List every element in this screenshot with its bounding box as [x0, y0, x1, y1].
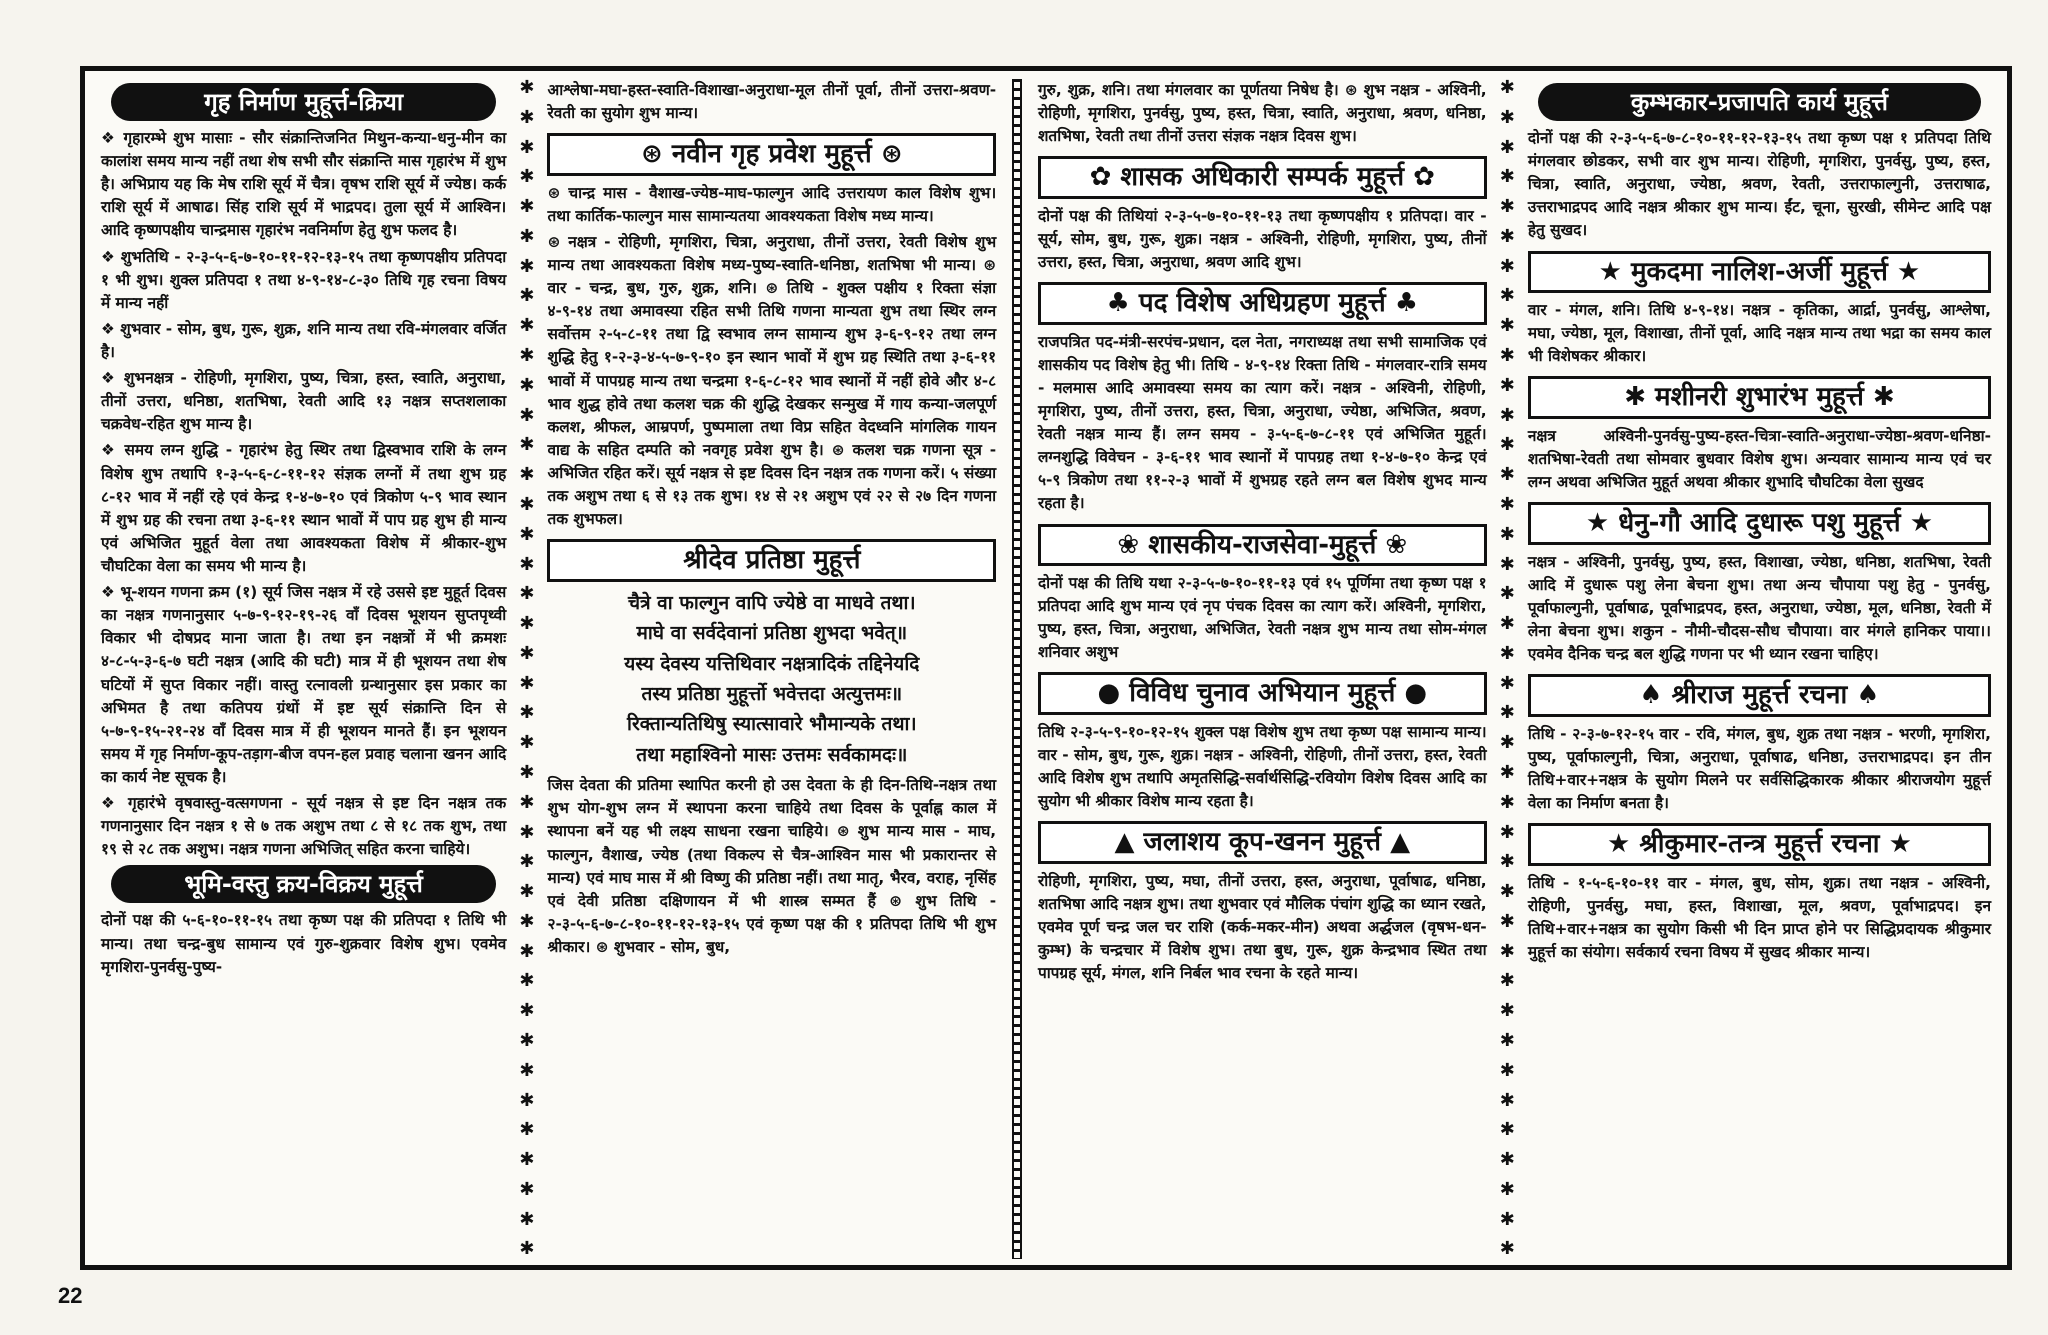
- para-chunav: तिथि २-३-५-९-१०-१२-१५ शुक्ल पक्ष विशेष शुभ तथा कृष्ण पक्ष सामान्य मान्य। वार - सोम, बुध, गुरू, शुक्र। नक्षत्र - अश्विनी, रोहिणी, तीनों उत्तरा, हस्त, रेवती आदि विशेष शुभ तथापि अमृतसिद्धि-सर्वार्थसिद्धि-रवियोग विशेष दिवस आदि का सुयोग भी श्रीकार विशेष मान्य रहता है।: [1037, 722, 1487, 811]
- para-pratishtha: जिस देवता की प्रतिमा स्थापित करनी हो उस देवता के ही दिन-तिथि-नक्षत्र तथा शुभ योग-शुभ लग्न में स्थापना करना चाहिये तथा दिवस के पूर्वाह्न काल में स्थापना बनें यह भी लक्ष्य साधना रखना चाहिये। ⊛ शुभ मान्य मास - माघ, फाल्गुन, वैशाख, ज्येष्ठ (तथा विकल्प से चैत्र-आश्विन मास भी प्रकारान्तर से मान्य) एवं माघ मास में श्री विष्णु की प्रतिष्ठा नहीं। तथा मातृ, भैरव, वराह, नृसिंह एवं देवी प्रतिष्ठा दक्षिणायन में भी शास्त्र सम्मत हैं ⊛ शुभ तिथि - २-३-५-६-७-८-१०-११-१२-१३-१५ एवं कृष्ण पक्ष की १ प्रतिपदा तिथि भी शुभ श्रीकार। ⊛ शुभवार - सोम, बुध,: [547, 776, 997, 956]
- para-dhenu: नक्षत्र - अश्विनी, पुनर्वसु, पुष्य, हस्त, विशाखा, ज्येष्ठा, धनिष्ठा, शतभिषा, रेवती आदि में दुधारू पशु लेना बेचना शुभ। तथा अन्य चौपाया पशु हेतु - पुनर्वसु, पूर्वाफाल्गुनी, पूर्वाषाढ, पूर्वाभाद्रपद, हस्त, अनुराधा, ज्येष्ठा, मूल, धनिष्ठा, रेवती में लेना बेचना शुभ। शकुन - नौमी-चौदस-सौध चौपाया। वार मंगले हानिकर पाया।। एवमेव दैनिक चन्द्र बल शुद्धि गणना पर भी ध्यान रखना चाहिए।: [1527, 552, 1992, 664]
- heading-griha-pravesh: ⊛ नवीन गृह प्रवेश मुहूर्त्त ⊛: [547, 133, 996, 176]
- para-griharambh-maas: ❖ गृहारम्भे शुभ मासाः - सौर संक्रान्तिजनित मिथुन-कन्या-धनु-मीन का कालांश समय मान्य नहीं तथा शेष सभी सौर संक्रान्ति मास गृहारंभ में शुभ है। अभिप्राय यह कि मेष राशि सूर्य में चैत्र। वृषभ राशि सूर्य में ज्येष्ठ। कर्क राशि सूर्य में आषाढ। सिंह राशि सूर्य में भाद्रपद। तुला सूर्य में आश्विन। आदि कृष्णपक्षीय चान्द्रमास गृहारंभ नवनिर्माण हेतु शुभ फलद है।: [101, 129, 507, 240]
- heading-rajseva: ❀ शासकीय-राजसेवा-मुहूर्त्त ❀: [1038, 524, 1487, 567]
- heading-shrikumar: ★ श्रीकुमार-तन्त्र मुहूर्त्त रचना ★: [1528, 823, 1991, 866]
- para-shubh-nakshatra: ❖ शुभनक्षत्र - रोहिणी, मृगशिरा, पुष्य, चित्रा, हस्त, स्वाति, अनुराधा, तीनों उत्तरा, धनिष्ठा, शतभिषा, रेवती आदि १३ नक्षत्र सप्तशलाका चक्रवेध-रहित शुभ मान्य है।: [101, 369, 507, 434]
- column-separator-stars: ✱ ✱ ✱ ✱ ✱ ✱ ✱ ✱ ✱ ✱ ✱ ✱ ✱ ✱ ✱ ✱ ✱ ✱ ✱ ✱ ✱ ✱ ✱ ✱ ✱ ✱ ✱ ✱ ✱ ✱ ✱ ✱ ✱ ✱ ✱ ✱ ✱ ✱ ✱ ✱: [1499, 79, 1515, 1259]
- para-pravesh-nakshatra: ⊛ नक्षत्र - रोहिणी, मृगशिरा, चित्रा, अनुराधा, तीनों उत्तरा, रेवती विशेष शुभ मान्य तथा आवश्यकता विशेष मध्य-पुष्य-स्वाति-धनिष्ठा, शतभिषा भी मान्य। ⊛ वार - चन्द्र, बुध, गुरु, शुक्र, शनि। ⊛ तिथि - शुक्ल पक्षीय १ रिक्ता संज्ञा ४-९-१४ तथा अमावस्या रहित सभी तिथि गणना मान्यता शुभ तथा स्थिर लग्न सर्वोत्तम २-५-८-११ तथा द्वि स्वभाव लग्न सामान्य शुभ ३-६-९-१२ तथा लग्न शुद्धि हेतु १-२-३-४-५-७-९-१० इन स्थान भावों में शुभ ग्रह स्थिति तथा ३-६-११ भावों में पापग्रह मान्य तथा चन्द्रमा १-६-८-१२ भाव स्थानों में नहीं होवे और ४-८ भाव शुद्ध होवे तथा कलश चक्र की शुद्धि देखकर सन्मुख में गाय कन्या-जलपूर्ण कलश, श्रीफल, आम्रपर्ण, पुष्पमाला तथा विप्र सहित वेदध्वनि मांगलिक गायन वाद्य के सहित दम्पति को नवगृह प्रवेश शुभ है। ⊛ कलश चक्र गणना सूत्र - अभिजित रहित करें। सूर्य नक्षत्र से इष्ट दिवस दिन नक्षत्र तक गणना करें। ५ संख्या तक अशुभ तथा ६ से १३ तक शुभ। १४ से २१ अशुभ एवं २२ से २७ दिन गणना तक शुभफल।: [547, 232, 997, 529]
- heading-mukadma: ★ मुकदमा नालिश-अर्जी मुहूर्त्त ★: [1528, 251, 1991, 294]
- verse-line: तथा महाश्विनो मासः उत्तमः सर्वकामदः॥: [636, 743, 908, 766]
- heading-machinery: ✱ मशीनरी शुभारंभ मुहूर्त्त ✱: [1528, 376, 1991, 419]
- para-shriraj: तिथि - २-३-७-१२-१५ वार - रवि, मंगल, बुध, शुक्र तथा नक्षत्र - भरणी, मृगशिरा, पुष्य, पूर्वाफाल्गुनी, चित्रा, अनुराधा, पूर्वाषाढ, धनिष्ठा, उत्तराभाद्रपद। इन तीन तिथि+वार+नक्षत्र के सुयोग मिलने पर सर्वसिद्धिकारक श्रीकार श्रीराजयोग मुहूर्त्त वेला का निर्माण बनता है।: [1527, 724, 1992, 813]
- column-separator-stars: ✱ ✱ ✱ ✱ ✱ ✱ ✱ ✱ ✱ ✱ ✱ ✱ ✱ ✱ ✱ ✱ ✱ ✱ ✱ ✱ ✱ ✱ ✱ ✱ ✱ ✱ ✱ ✱ ✱ ✱ ✱ ✱ ✱ ✱ ✱ ✱ ✱ ✱ ✱ ✱: [519, 79, 535, 1259]
- para-vrishvastu: ❖ गृहारंभे वृषवास्तु-वत्सगणना - सूर्य नक्षत्र से इष्ट दिन नक्षत्र तक गणनानुसार दिन नक्षत्र १ से ७ तक अशुभ तथा ८ से १८ तक शुभ, तथा १९ से २८ तक अशुभ। नक्षत्र गणना अभिजित् सहित करना चाहिये।: [101, 794, 507, 859]
- verse-line: तस्य प्रतिष्ठा मुहूर्त्तो भवेत्तदा अत्युत्तमः॥: [641, 683, 903, 706]
- para-shasak-sampark: दोनों पक्ष की तिथियां २-३-५-७-१०-११-१३ तथा कृष्णपक्षीय १ प्रतिपदा। वार - सूर्य, सोम, बुध, गुरू, शुक्र। नक्षत्र - अश्विनी, रोहिणी, मृगशिरा, पुष्य, तीनों उत्तरा, हस्त, चित्रा, अनुराधा, श्रवण आदि शुभ।: [1037, 206, 1487, 272]
- para-kumbhakar: दोनों पक्ष की २-३-५-६-७-८-१०-११-१२-१३-१५ तथा कृष्ण पक्ष १ प्रतिपदा तिथि मंगलवार छोडकर, सभी वार शुभ मान्य। रोहिणी, मृगशिरा, पुनर्वसु, पुष्य, हस्त, चित्रा, स्वाति, अनुराधा, ज्येष्ठा, श्रवण, रेवती, उत्तराफाल्गुनी, उत्तराषाढ, उत्तराभाद्रपद आदि नक्षत्र श्रीकार शुभ मान्य। ईंट, चूना, सुरखी, सीमेन्ट आदि पक्ष हेतु सुखद।: [1527, 129, 1992, 240]
- para-jalashay: रोहिणी, मृगशिरा, पुष्य, मघा, तीनों उत्तरा, हस्त, अनुराधा, पूर्वाषाढ, धनिष्ठा, शतभिषा आदि नक्षत्र शुभ। तथा शुभवार एवं मौलिक पंचांग शुद्धि का ध्यान रखते, एवमेव पूर्ण चन्द्र जल चर राशि (कर्क-मकर-मीन) अथवा अर्द्धजल (वृषभ-धन-कुम्भ) के चन्द्रचार में विशेष शुभ। तथा बुध, गुरू, शुक्र केन्द्रभाव स्थित तथा पापग्रह सूर्य, मंगल, शनि निर्बल भाव रचना के रहते मान्य।: [1037, 871, 1487, 983]
- heading-chunav: ● विविध चुनाव अभियान मुहूर्त्त ●: [1038, 672, 1487, 715]
- para-shrikumar: तिथि - १-५-६-१०-११ वार - मंगल, बुध, सोम, शुक्र। तथा नक्षत्र - अश्विनी, रोहिणी, पुनर्वसु, मघा, हस्त, विशाखा, मूल, श्रवण, पूर्वाभाद्रपद। इन तिथि+वार+नक्षत्र का सुयोग किसी भी दिन प्राप्त होने पर सिद्धिप्रदायक श्रीकुमार मुहूर्त्त का संयोग। सर्वकार्य रचना विषय में सुखद श्रीकार मान्य।: [1527, 873, 1992, 962]
- para-shubh-vaar: ❖ शुभवार - सोम, बुध, गुरू, शुक्र, शनि मान्य तथा रवि-मंगलवार वर्जित है।: [101, 319, 507, 361]
- para-rajseva: दोनों पक्ष की तिथि यथा २-३-५-७-१०-११-१३ एवं १५ पूर्णिमा तथा कृष्ण पक्ष १ प्रतिपदा आदि शुभ मान्य एवं नृप पंचक दिवस का त्याग करें। अश्विनी, मृगशिरा, पुष्य, हस्त, चित्रा, अनुराधा, अभिजित, रेवती नक्षत्र शुभ मान्य तथा सोम-मंगल शनिवार अशुभ: [1037, 574, 1487, 662]
- column-separator-chain: [1012, 79, 1022, 1259]
- verse-line: रिक्तान्यतिथिषु स्यात्सावारे भौमान्यके तथा।: [627, 713, 917, 736]
- column-1: [91, 79, 516, 1259]
- para-pad-adhigrahan: राजपत्रित पद-मंत्री-सरपंच-प्रधान, दल नेता, नगराध्यक्ष तथा सभी सामाजिक एवं शासकीय पद विशेष हेतु भी। तिथि - ४-९-१४ रिक्ता तिथि - मंगलवार-रात्रि समय - मलमास आदि अमावस्या समय का त्याग करें। नक्षत्र - अश्विनी, रोहिणी, मृगशिरा, पुष्य, तीनों उत्तरा, हस्त, चित्रा, अनुराधा, ज्येष्ठा, अभिजित, श्रवण, रेवती नक्षत्र मान्य हैं। लग्न समय - ३-५-६-७-८-११ एवं अभिजित मुहूर्त। लग्नशुद्धि विवेचन - ३-६-११ भाव स्थानों में पापग्रह तथा १-४-७-१० केन्द्र एवं ५-९ त्रिकोण तथा ११-२-३ भावों में शुभग्रह रहते लग्न बल विशेष शुभद मान्य रहता है।: [1037, 332, 1487, 513]
- para-bhu-shayan: ❖ भू-शयन गणना क्रम (१) सूर्य जिस नक्षत्र में रहे उससे इष्ट मुहूर्त दिवस का नक्षत्र गणनानुसार ५-७-९-१२-१९-२६ वाँ दिवस भूशयन सुप्तपृथ्वी विकार भी दोषप्रद माना जाता है। तथा इन नक्षत्रों में भी क्रमशः ४-८-५-३-६-७ घटी नक्षत्र (आदि की घटी) मात्र में ही भूशयन तथा शेष घटियों में सुप्त विकार नहीं। वास्तु रत्नावली ग्रन्थानुसार इस प्रकार का अभिमत है तथा कतिपय ग्रंथों में इष्ट सूर्य संक्रान्ति दिन से ५-७-९-१५-२१-२४ वाँ दिवस मात्र में ही भूशयन मानते हैं। इन भूशयन समय में गृह निर्माण-कूप-तड़ाग-बीज वपन-हल प्रवाह चलाना खनन आदि का कार्य नेष्ट सूचक है।: [101, 583, 507, 786]
- heading-kumbhakar: कुम्भकार-प्रजापति कार्य मुहूर्त्त: [1538, 83, 1981, 121]
- column-3: [1028, 79, 1497, 1259]
- para-chandra-maas: ⊛ चान्द्र मास - वैशाख-ज्येष्ठ-माघ-फाल्गुन आदि उत्तरायण काल विशेष शुभ। तथा कार्तिक-फाल्गुन मास सामान्यतया आवश्यकता विशेष मध्य मान्य।: [547, 183, 997, 225]
- page-frame: [80, 66, 2012, 1270]
- para-machinery: नक्षत्र अश्विनी-पुनर्वसु-पुष्य-हस्त-चित्रा-स्वाति-अनुराधा-ज्येष्ठा-श्रवण-धनिष्ठा-शतभिषा-रेवती तथा सोमवार बुधवार विशेष शुभ। अन्यवार सामान्य मान्य एवं चर लग्न अथवा अभिजित मुहूर्त अथवा श्रीकार शुभादि चौघटिका वेला सुखद: [1527, 426, 1992, 492]
- heading-shriraj: ♠ श्रीराज मुहूर्त्त रचना ♠: [1528, 674, 1991, 717]
- para-bhumi-kray: दोनों पक्ष की ५-६-१०-११-१५ तथा कृष्ण पक्ष की प्रतिपदा १ तिथि भी मान्य। तथा चन्द्र-बुध सामान्य एवं गुरु-शुक्रवार विशेष शुभ। एवमेव मृगशिरा-पुनर्वसु-पुष्य-: [101, 911, 507, 976]
- heading-bhumi-kray: भूमि-वस्तु क्रय-विक्रय मुहूर्त्त: [111, 865, 496, 903]
- para-mukadma: वार - मंगल, शनि। तिथि ४-९-१४। नक्षत्र - कृतिका, आर्द्रा, पुनर्वसु, आश्लेषा, मघा, ज्येष्ठा, मूल, विशाखा, तीनों पूर्वा, आदि नक्षत्र मान्य तथा भद्रा का समय काल भी विशेषकर श्रीकार।: [1527, 301, 1992, 366]
- sanskrit-verse: [547, 588, 996, 770]
- column-2: [537, 79, 1006, 1259]
- verse-line: यस्य देवस्य यत्तिथिवार नक्षत्रादिकं तद्दिनेयदि: [624, 652, 920, 675]
- heading-jalashay: ▲ जलाशय कूप-खनन मुहूर्त्त ▲: [1038, 821, 1487, 864]
- para-continuation: गुरु, शुक्र, शनि। तथा मंगलवार का पूर्णतया निषेध है। ⊛ शुभ नक्षत्र - अश्विनी, रोहिणी, मृगशिरा, पुनर्वसु, पुष्य, हस्त, चित्रा, स्वाति, अनुराधा, श्रवण, धनिष्ठा, शतभिषा, रेवती तथा तीनों उत्तरा संज्ञक नक्षत्र दिवस शुभ।: [1037, 81, 1487, 146]
- verse-line: चैत्रे वा फाल्गुन वापि ज्येष्ठे वा माधवे तथा।: [628, 591, 916, 614]
- para-shubh-tithi: ❖ शुभतिथि - २-३-५-६-७-१०-११-१२-१३-१५ तथा कृष्णपक्षीय प्रतिपदा १ भी शुभ। शुक्ल प्रतिपदा १ तथा ४-९-१४-८-३० तिथि गृह रचना विषय में मान्य नहीं: [101, 247, 507, 312]
- verse-line: माघे वा सर्वदेवानां प्रतिष्ठा शुभदा भवेत्॥: [636, 622, 908, 645]
- heading-shasak-sampark: ✿ शासक अधिकारी सम्पर्क मुहूर्त्त ✿: [1038, 156, 1487, 199]
- column-4: [1518, 79, 2001, 1259]
- para-continuation: आश्लेषा-मघा-हस्त-स्वाति-विशाखा-अनुराधा-मूल तीनों पूर्वा, तीनों उत्तरा-श्रवण-रेवती का सुयोग शुभ मान्य।: [547, 81, 997, 123]
- heading-pad-adhigrahan: ♣ पद विशेष अधिग्रहण मुहूर्त्त ♣: [1038, 282, 1487, 325]
- heading-dhenu: ★ धेनु-गौ आदि दुधारू पशु मुहूर्त्त ★: [1528, 502, 1991, 545]
- heading-dev-pratishtha: श्रीदेव प्रतिष्ठा मुहूर्त्त: [547, 539, 996, 582]
- page-number: 22: [58, 1283, 83, 1308]
- heading-griha-nirman: गृह निर्माण मुहूर्त्त-क्रिया: [111, 83, 496, 121]
- para-lagna-shuddhi: ❖ समय लग्न शुद्धि - गृहारंभ हेतु स्थिर तथा द्विस्वभाव राशि के लग्न विशेष शुभ तथापि १-३-५-६-८-११-१२ संज्ञक लग्नों में तथा शुभ ग्रह ८-१२ भाव में नहीं रहे एवं केन्द्र १-४-७-१० एवं त्रिकोण ५-९ भाव स्थान में शुभ ग्रह की रचना तथा ३-६-११ स्थान भावों में पाप ग्रह शुभ ही मान्य एवं अभिजित मुहूर्त वेला तथा आवश्यकता विशेष में श्रीकार-शुभ चौघटिका वेला का समय भी मान्य है।: [101, 441, 507, 575]
